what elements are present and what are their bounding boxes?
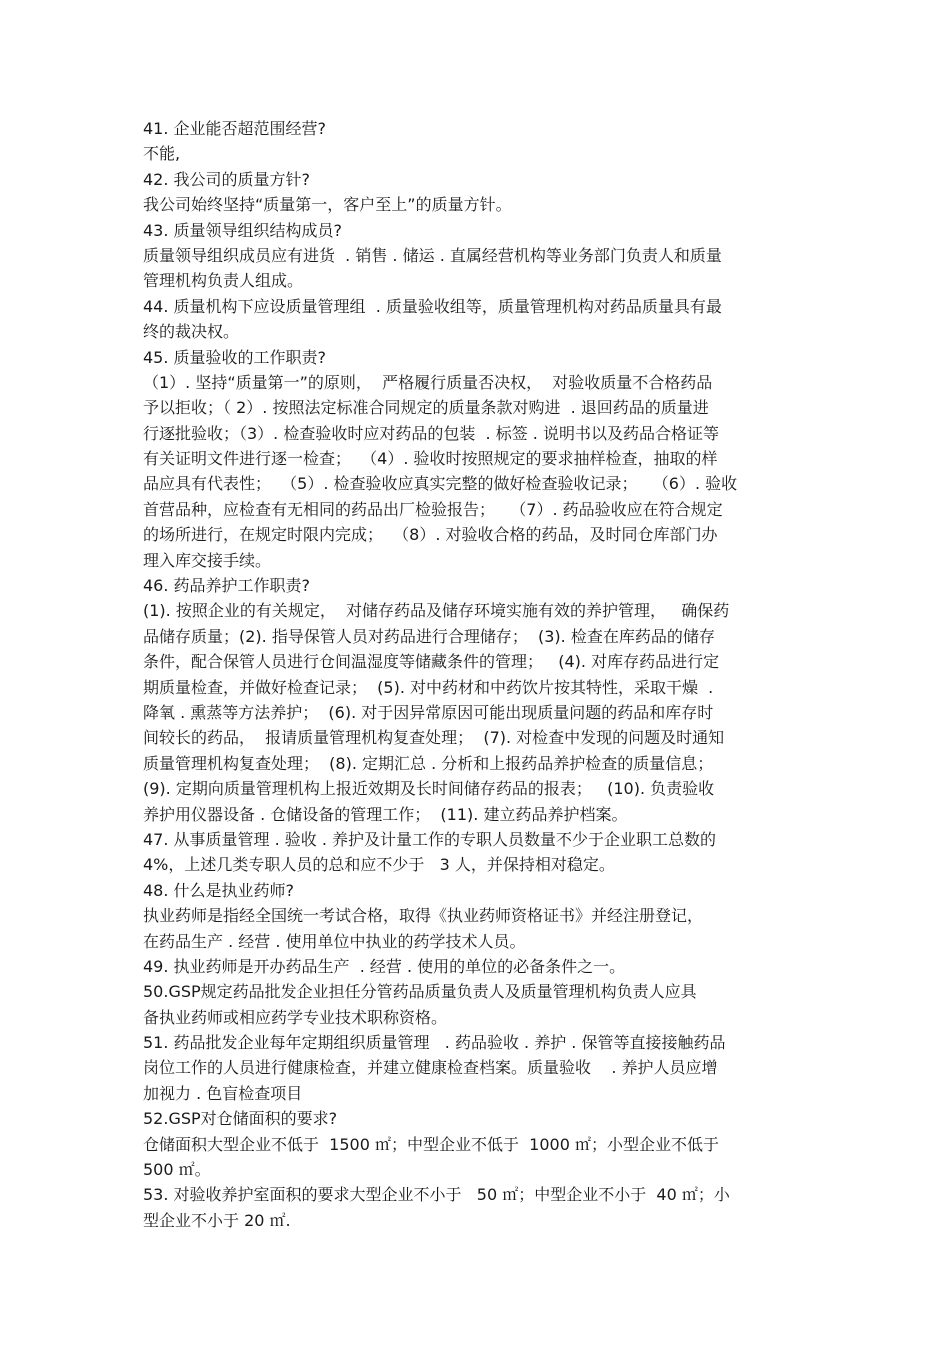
question-53-line: 型企业不小于 20 ㎡.	[143, 1210, 291, 1230]
question-53-line: 53. 对验收养护室面积的要求大型企业不小于 50 ㎡；中型企业不小于 40 ㎡；小	[143, 1185, 730, 1205]
answer-45-line: 首营品种，应检查有无相同的药品出厂检验报告； （7）. 药品验收应在符合规定	[143, 499, 723, 519]
question-46-title: 46. 药品养护工作职责?	[143, 576, 311, 596]
question-47-line: 4%，上述几类专职人员的总和应不少于 3 人，并保持相对稳定。	[143, 855, 615, 875]
answer-46-line: 养护用仪器设备 . 仓储设备的管理工作； (11). 建立药品养护档案。	[143, 804, 628, 824]
question-41-title: 41. 企业能否超范围经营?	[143, 119, 327, 138]
question-44-line: 终的裁决权。	[143, 322, 240, 342]
answer-45-line: 有关证明文件进行逐一检查； （4）. 验收时按照规定的要求抽样检查，抽取的样	[143, 449, 718, 469]
answer-43-line: 质量领导组织成员应有进货 . 销售 . 储运 . 直属经营机构等业务部门负责人和质量	[143, 245, 722, 265]
answer-46-line: 期质量检查，并做好检查记录； (5). 对中药材和中药饮片按其特性，采取干燥 .	[143, 677, 714, 697]
answer-45-line: 予以拒收；（ 2）. 按照法定标准合同规定的质量条款对购进 . 退回药品的质量进	[143, 398, 709, 418]
answer-48-line: 执业药师是指经全国统一考试合格，取得《执业药师资格证书》并经注册登记，	[143, 906, 704, 926]
question-49: 49. 执业药师是开办药品生产 . 经营 . 使用的单位的必备条件之一。	[143, 956, 626, 976]
question-44-line: 44. 质量机构下应设质量管理组 . 质量验收组等，质量管理机构对药品质量具有最	[143, 296, 722, 316]
question-50-line: 50.GSP规定药品批发企业担任分管药品质量负责人及质量管理机构负责人应具	[143, 982, 697, 1002]
answer-45-line: 行逐批验收；（3）. 检查验收时应对药品的包装 . 标签 . 说明书以及药品合格证等	[143, 423, 719, 443]
answer-46-line: 间较长的药品， 报请质量管理机构复查处理； (7). 对检查中发现的问题及时通知	[143, 728, 725, 748]
answer-52-line: 仓储面积大型企业不低于 1500 ㎡；中型企业不低于 1000 ㎡；小型企业不低于	[143, 1134, 719, 1154]
answer-52-line: 500 ㎡。	[143, 1160, 211, 1180]
answer-48-line: 在药品生产 . 经营 . 使用单位中执业的药学技术人员。	[143, 931, 526, 951]
question-51-line: 岗位工作的人员进行健康检查，并建立健康检查档案。质量验收 . 养护人员应增	[143, 1058, 718, 1078]
document-body	[143, 116, 808, 1233]
answer-46-line: 条件，配合保管人员进行仓间温湿度等储藏条件的管理； (4). 对库存药品进行定	[143, 652, 720, 672]
answer-43-line: 管理机构负责人组成。	[143, 271, 304, 291]
question-50-line: 备执业药师或相应药学专业技术职称资格。	[143, 1007, 448, 1027]
answer-45-line: 的场所进行，在规定时限内完成； （8）. 对验收合格的药品，及时同仓库部门办	[143, 525, 718, 545]
answer-46-line: 品储存质量；(2). 指导保管人员对药品进行合理储存； (3). 检查在库药品的储存	[143, 626, 715, 646]
answer-42: 我公司始终坚持“质量第一，客户至上”的质量方针。	[143, 195, 512, 215]
question-45-title: 45. 质量验收的工作职责?	[143, 347, 327, 367]
question-48-title: 48. 什么是执业药师?	[143, 880, 295, 900]
answer-41: 不能,	[143, 144, 181, 164]
answer-46-line: (9). 定期向质量管理机构上报近效期及长时间储存药品的报表； (10). 负责验收	[143, 779, 715, 799]
answer-46-line: 降氧 . 熏蒸等方法养护； (6). 对于因异常原因可能出现质量问题的药品和库存时	[143, 702, 714, 722]
answer-45-line: 品应具有代表性； （5）. 检查验收应真实完整的做好检查验收记录； （6）. 验收	[143, 474, 738, 494]
answer-46-line: (1). 按照企业的有关规定， 对储存药品及储存环境实施有效的养护管理， 确保药	[143, 601, 730, 621]
answer-45-line: （1）. 坚持“质量第一”的原则， 严格履行质量否决权， 对验收质量不合格药品	[143, 372, 713, 392]
question-51-line: 加视力 . 色盲检查项目	[143, 1083, 303, 1103]
answer-45-line: 理入库交接手续。	[143, 550, 272, 570]
question-47-line: 47. 从事质量管理 . 验收 . 养护及计量工作的专职人员数量不少于企业职工总数的	[143, 829, 717, 849]
answer-46-line: 质量管理机构复查处理； (8). 定期汇总 . 分析和上报药品养护检查的质量信息；	[143, 753, 714, 773]
question-43-title: 43. 质量领导组织结构成员?	[143, 220, 343, 240]
question-52-title: 52.GSP对仓储面积的要求?	[143, 1109, 338, 1129]
question-42-title: 42. 我公司的质量方针?	[143, 169, 311, 189]
question-51-line: 51. 药品批发企业每年定期组织质量管理 . 药品验收 . 养护 . 保管等直接接触药品	[143, 1033, 726, 1053]
